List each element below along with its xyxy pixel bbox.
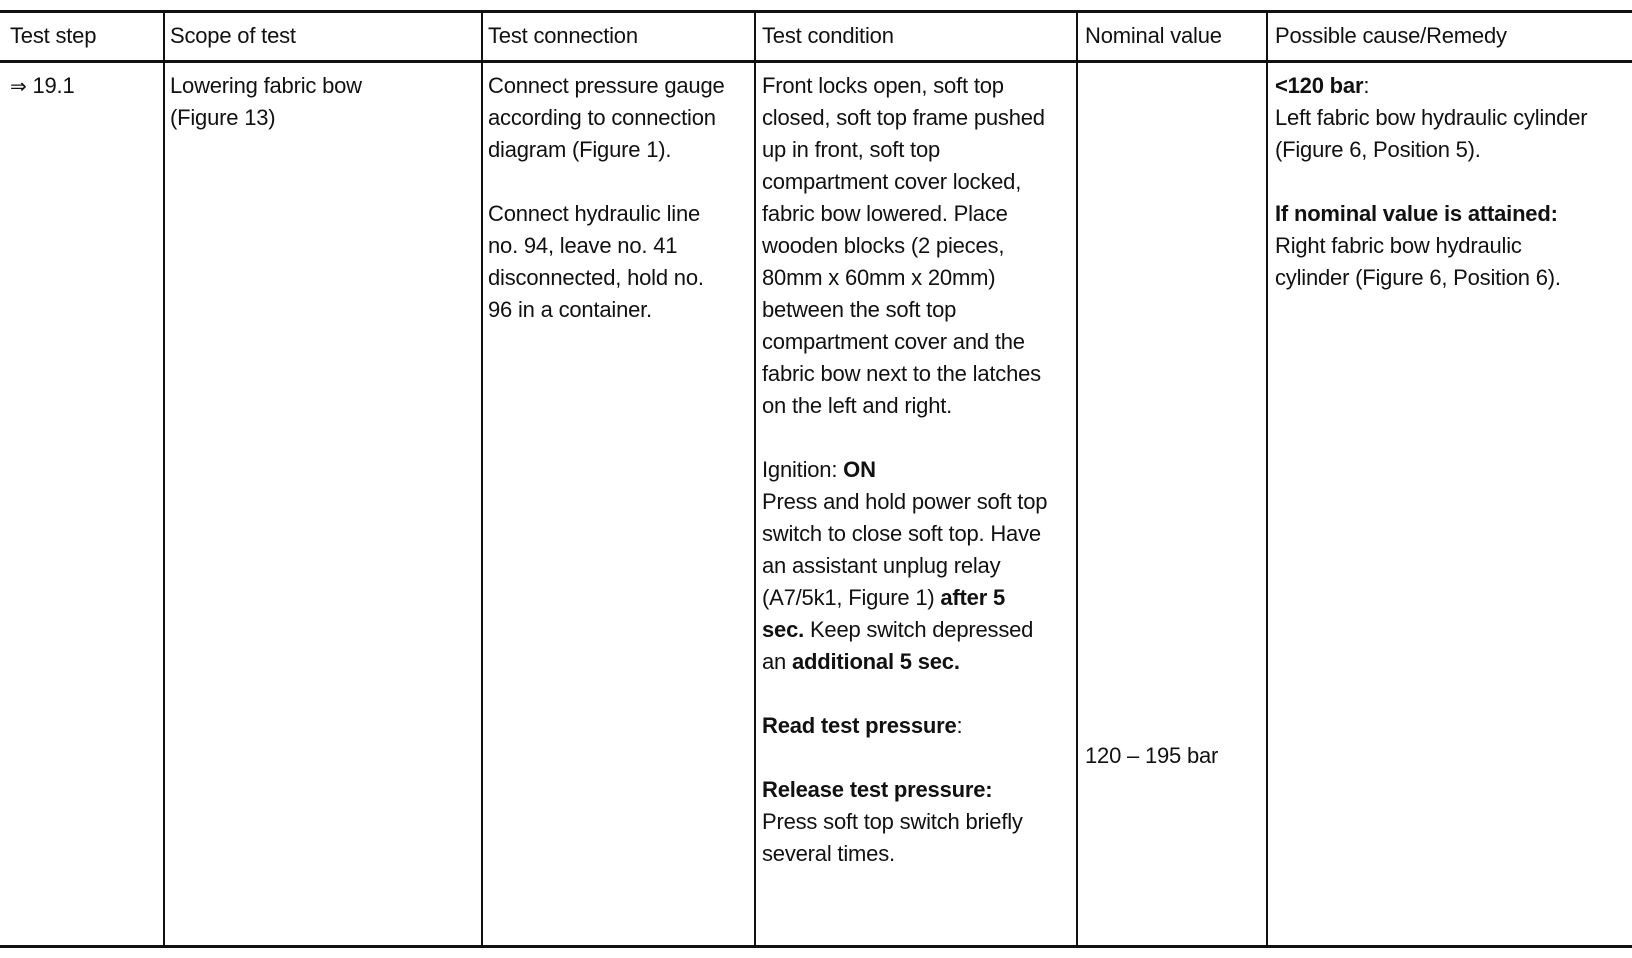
text-line: closed, soft top frame pushed xyxy=(762,105,1045,130)
read-pressure-label: Read test pressure xyxy=(762,713,957,738)
text-line: Press soft top switch briefly xyxy=(762,809,1023,834)
text-line xyxy=(762,614,1047,646)
header-separator-rule xyxy=(0,60,1632,63)
emphasis-sec: sec. xyxy=(762,617,805,642)
column-divider-2 xyxy=(481,10,483,948)
text-line: diagram (Figure 1). xyxy=(488,137,672,162)
text-line: compartment cover and the xyxy=(762,329,1025,354)
text-line xyxy=(762,646,1047,678)
text-line xyxy=(762,582,1047,614)
column-divider-5 xyxy=(1266,10,1268,948)
text-line: up in front, soft top xyxy=(762,137,941,162)
text-line: Connect pressure gauge xyxy=(488,73,725,98)
read-pressure-paragraph xyxy=(762,710,1047,742)
text-line: an assistant unplug relay xyxy=(762,553,1001,578)
remedy-low-colon: : xyxy=(1363,73,1370,98)
relay-reference: (A7/5k1, Figure 1) xyxy=(762,585,941,610)
scope-line: Lowering fabric bow xyxy=(170,73,362,98)
header-test-condition: Test condition xyxy=(762,23,894,48)
text-line: wooden blocks (2 pieces, xyxy=(762,233,1005,258)
text-line: between the soft top xyxy=(762,297,957,322)
ignition-value: ON xyxy=(843,457,876,482)
ignition-line xyxy=(762,454,1047,486)
text-line: cylinder (Figure 6, Position 6). xyxy=(1275,265,1561,290)
cell-test-connection xyxy=(488,70,725,326)
text-line: Press and hold power soft top xyxy=(762,489,1048,514)
remedy-ok-label: If nominal value is attained: xyxy=(1275,201,1558,226)
column-divider-3 xyxy=(754,10,756,948)
connection-paragraph-hydraulic-line xyxy=(488,198,725,326)
keep-switch-text: Keep switch depressed xyxy=(804,617,1034,642)
text-line: fabric bow lowered. Place xyxy=(762,201,1008,226)
text-line: Right fabric bow hydraulic xyxy=(1275,233,1522,258)
emphasis-additional-5-sec: additional 5 sec. xyxy=(791,649,960,674)
read-pressure-line xyxy=(762,710,1047,742)
cell-scope-of-test xyxy=(170,70,362,134)
remedy-nominal-attained xyxy=(1275,198,1587,294)
text-line: disconnected, hold no. xyxy=(488,265,704,290)
condition-procedure-paragraph xyxy=(762,454,1047,678)
connection-paragraph-gauge xyxy=(488,70,725,166)
column-divider-1 xyxy=(163,10,165,948)
cell-test-condition xyxy=(762,70,1047,870)
text-line: Left fabric bow hydraulic cylinder xyxy=(1275,105,1588,130)
header-test-connection: Test connection xyxy=(488,23,638,48)
emphasis-after-5: after 5 xyxy=(940,585,1006,610)
header-nominal-value: Nominal value xyxy=(1085,23,1222,48)
scope-line: (Figure 13) xyxy=(170,105,276,130)
cell-test-step xyxy=(10,70,75,103)
table-bottom-rule xyxy=(0,945,1632,948)
nominal-value: 120 – 195 bar xyxy=(1085,743,1219,768)
remedy-low-heading xyxy=(1275,70,1587,102)
release-pressure-label: Release test pressure: xyxy=(762,777,993,802)
read-pressure-colon: : xyxy=(956,713,963,738)
text-line: on the left and right. xyxy=(762,393,953,418)
text-line: Front locks open, soft top xyxy=(762,73,1004,98)
cell-possible-cause-remedy xyxy=(1275,70,1587,294)
condition-setup-paragraph xyxy=(762,70,1047,422)
text-line: switch to close soft top. Have xyxy=(762,521,1041,546)
remedy-low-label: <120 bar xyxy=(1275,73,1364,98)
ignition-label: Ignition: xyxy=(762,457,844,482)
column-divider-4 xyxy=(1076,10,1078,948)
table-top-rule xyxy=(0,10,1632,13)
header-scope-of-test: Scope of test xyxy=(170,23,296,48)
text-line: several times. xyxy=(762,841,895,866)
remedy-low-pressure xyxy=(1275,70,1587,166)
header-possible-cause-remedy: Possible cause/Remedy xyxy=(1275,23,1507,48)
text-line: 96 in a container. xyxy=(488,297,652,322)
text-line: (Figure 6, Position 5). xyxy=(1275,137,1481,162)
step-number: 19.1 xyxy=(32,73,75,98)
text-line: according to connection xyxy=(488,105,716,130)
text-line: compartment cover locked, xyxy=(762,169,1022,194)
text-line: fabric bow next to the latches xyxy=(762,361,1041,386)
header-test-step: Test step xyxy=(10,23,97,48)
release-pressure-paragraph xyxy=(762,774,1047,870)
an-text: an xyxy=(762,649,792,674)
text-line: Connect hydraulic line xyxy=(488,201,701,226)
text-line: 80mm x 60mm x 20mm) xyxy=(762,265,996,290)
right-double-arrow-icon: ⇒ xyxy=(10,76,27,98)
text-line: no. 94, leave no. 41 xyxy=(488,233,678,258)
